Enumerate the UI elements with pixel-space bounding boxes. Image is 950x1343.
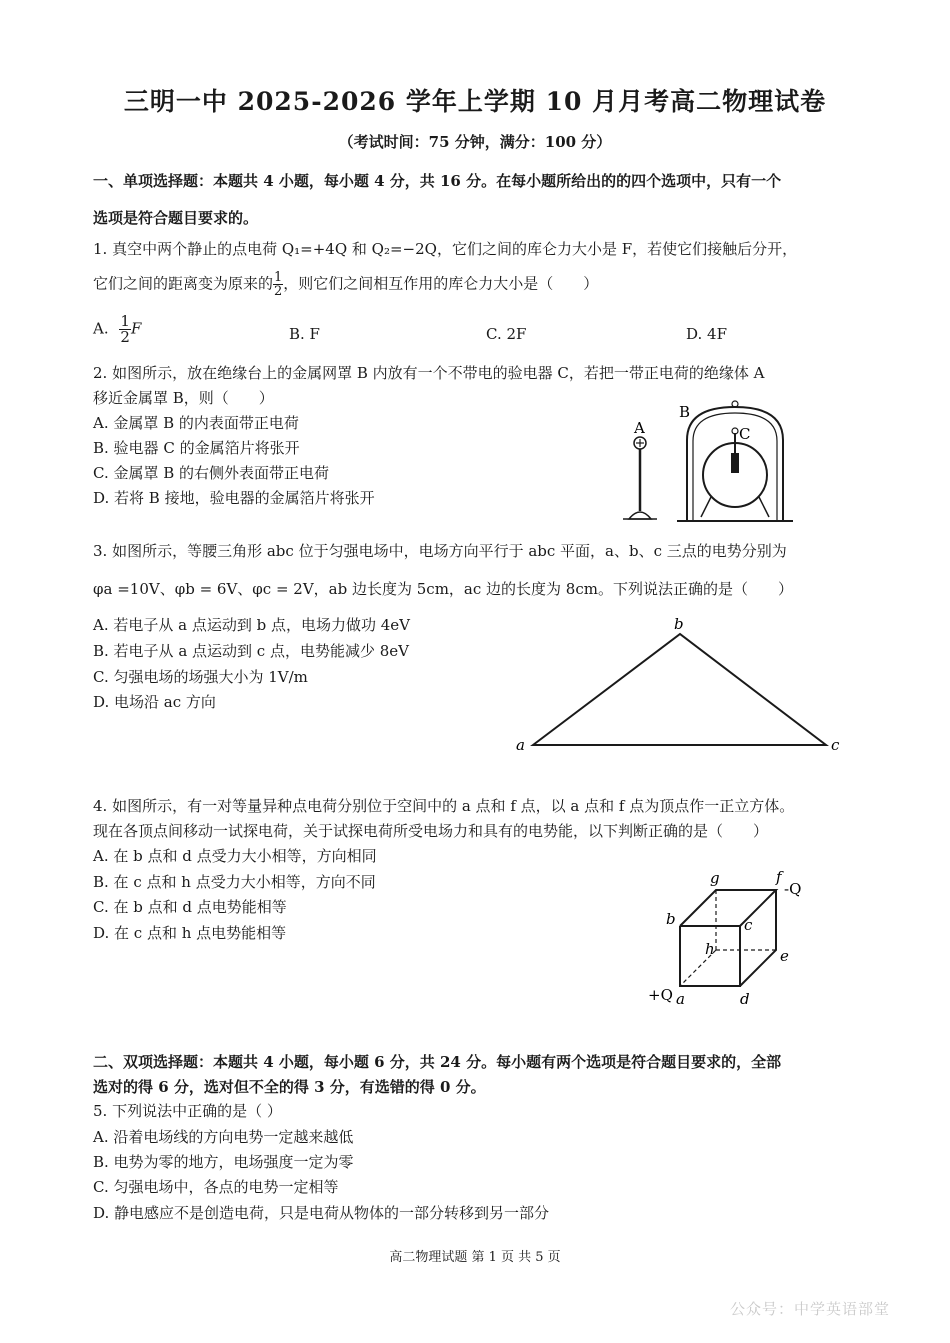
q1-option-d: D. 4F	[686, 325, 727, 343]
q4-option-d: D. 在 c 点和 h 点电势能相等	[93, 924, 287, 942]
q4-stem-line1: 4. 如图所示，有一对等量异种点电荷分别位于空间中的 a 点和 f 点，以 a 点和 f 点为顶点作一正立方体。	[93, 797, 795, 815]
q1-stem-line2-pre: 它们之间的距离变为原来的	[93, 274, 274, 293]
triangle-abc	[533, 634, 826, 745]
electroscope-c	[701, 425, 769, 517]
q1-option-a-label: A.	[93, 319, 109, 338]
exam-subtitle: （考试时间：75 分钟，满分：100 分）	[338, 133, 612, 151]
vertex-e-label: e	[780, 947, 789, 965]
q1-fraction-denominator: 2	[274, 284, 283, 299]
q1-option-a-fraction	[119, 314, 131, 345]
q1-option-a	[93, 314, 141, 345]
cube-right-face	[740, 890, 776, 986]
q4-option-c: C. 在 b 点和 d 点电势能相等	[93, 898, 287, 916]
q1-option-a-numerator: 1	[120, 312, 130, 330]
charge-plus-q-label: +Q	[648, 986, 673, 1004]
q3-option-d: D. 电场沿 ac 方向	[93, 693, 216, 711]
q2-option-d: D. 若将 B 接地，验电器的金属箔片将张开	[93, 489, 375, 507]
q2-option-c: C. 金属罩 B 的右侧外表面带正电荷	[93, 464, 330, 482]
q1-stem-line2	[93, 271, 598, 298]
q1-stem-line2-post: ，则它们之间相互作用的库仑力大小是（ ）	[283, 274, 599, 293]
q1-stem-line1: 1. 真空中两个静止的点电荷 Q₁=+4Q 和 Q₂=−2Q，它们之间的库仑力大小是 F，若使它们接触后分开，	[93, 240, 798, 258]
q2-stem-line2: 移近金属罩 B，则（ ）	[93, 389, 274, 407]
q4-option-a: A. 在 b 点和 d 点受力大小相等，方向相同	[93, 847, 377, 865]
q1-fraction	[273, 271, 283, 298]
q1-option-c: C. 2F	[486, 325, 527, 343]
page-footer: 高二物理试题 第 1 页 共 5 页	[389, 1250, 561, 1265]
q4-cube-figure	[640, 862, 830, 1012]
q2-stem-line1: 2. 如图所示，放在绝缘台上的金属网罩 B 内放有一个不带电的验电器 C，若把一带正电荷的绝缘体 A	[93, 364, 765, 382]
q2-option-a: A. 金属罩 B 的内表面带正电荷	[93, 414, 299, 432]
q3-option-a: A. 若电子从 a 点运动到 b 点，电场力做功 4eV	[93, 616, 411, 634]
q4-option-b: B. 在 c 点和 h 点受力大小相等，方向不同	[93, 873, 376, 891]
q5-stem: 5. 下列说法中正确的是（ ）	[93, 1102, 282, 1120]
q3-stem-line2: φa =10V、φb = 6V、φc = 2V，ab 边长度为 5cm，ac 边的长度为 8cm。下列说法正确的是（ ）	[93, 580, 793, 598]
q2-option-b: B. 验电器 C 的金属箔片将张开	[93, 439, 300, 457]
vertex-a-label: a	[516, 736, 525, 754]
q2-figure	[615, 395, 795, 525]
section1-heading-line1: 一、单项选择题：本题共 4 小题，每小题 4 分，共 16 分。在每小题所给出的的四个选项中，只有一个	[93, 172, 782, 190]
label-c: C	[739, 425, 751, 443]
q3-stem-line1: 3. 如图所示，等腰三角形 abc 位于匀强电场中，电场方向平行于 abc 平面，a、b、c 三点的电势分别为	[93, 542, 787, 560]
q1-option-a-variable: F	[130, 319, 142, 338]
q5-option-a: A. 沿着电场线的方向电势一定越来越低	[93, 1128, 354, 1146]
q5-option-c: C. 匀强电场中，各点的电势一定相等	[93, 1178, 339, 1196]
label-b: B	[679, 403, 691, 421]
vertex-c-label: c	[744, 916, 753, 934]
vertex-h-label: h	[705, 940, 715, 958]
insulator-a	[623, 419, 657, 519]
q1-option-a-denominator: 2	[120, 328, 130, 346]
vertex-b-label: b	[674, 615, 684, 633]
q1-option-b: B. F	[289, 325, 320, 343]
q3-option-b: B. 若电子从 a 点运动到 c 点，电势能减少 8eV	[93, 642, 409, 660]
q4-stem-line2: 现在各顶点间移动一试探电荷，关于试探电荷所受电场力和具有的电势能，以下判断正确的是（ ）	[93, 822, 769, 840]
cube-top-face	[680, 890, 776, 926]
section2-heading-line1: 二、双项选择题：本题共 4 小题，每小题 6 分，共 24 分。每小题有两个选项是符合题目要求的，全部	[93, 1053, 782, 1071]
exam-title: 三明一中 2025-2026 学年上学期 10 月月考高二物理试卷	[123, 87, 827, 116]
q5-option-b: B. 电势为零的地方，电场强度一定为零	[93, 1153, 354, 1171]
vertex-f-label: f	[776, 868, 782, 886]
q1-fraction-numerator: 1	[274, 270, 283, 285]
watermark: 公众号：中学英语部堂	[730, 1300, 891, 1318]
section2-heading-line2: 选对的得 6 分，选对但不全的得 3 分，有选错的得 0 分。	[93, 1078, 486, 1096]
vertex-g-label: g	[710, 869, 720, 887]
section1-heading-line2: 选项是符合题目要求的。	[93, 209, 259, 227]
vertex-d-label: d	[740, 990, 750, 1008]
vertex-b-label: b	[666, 910, 676, 928]
q5-option-d: D. 静电感应不是创造电荷，只是电荷从物体的一部分转移到另一部分	[93, 1204, 550, 1222]
label-a: A	[634, 419, 645, 437]
charge-minus-q-label: -Q	[784, 880, 802, 898]
q3-option-c: C. 匀强电场的场强大小为 1V/m	[93, 668, 308, 686]
q3-triangle-figure	[510, 612, 850, 757]
vertex-c-label: c	[831, 736, 840, 754]
vertex-a-label: a	[676, 990, 685, 1008]
